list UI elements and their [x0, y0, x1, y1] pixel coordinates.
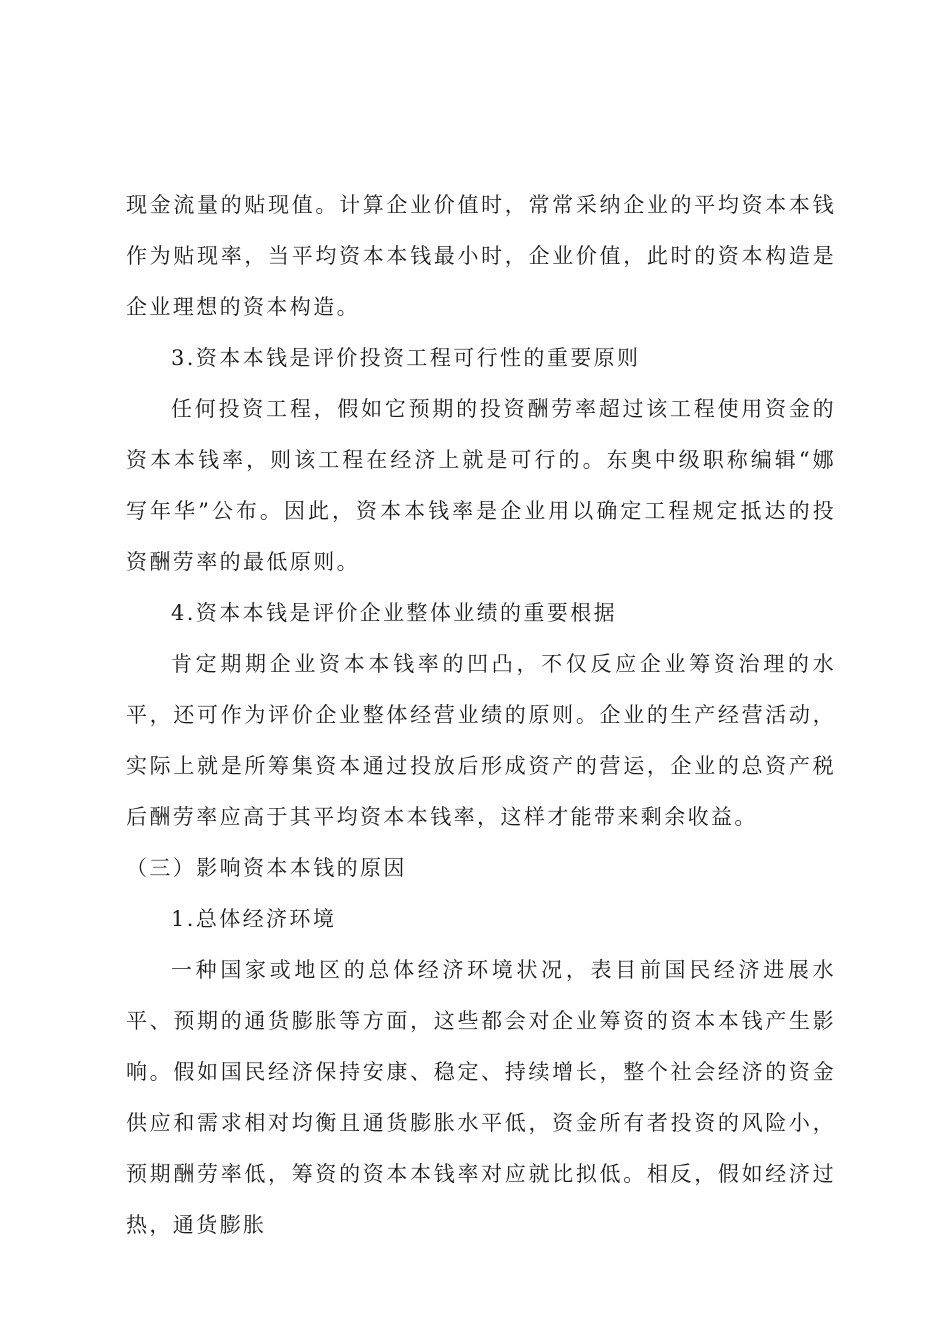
section-heading-4: 4.资本本钱是评价企业整体业绩的重要根据 — [171, 601, 618, 625]
document-body — [126, 180, 836, 1251]
paragraph: 肯定期期企业资本本钱率的凹凸，不仅反应企业筹资治理的水平，还可作为评价企业整体经营业绩的原则。企业的生产经营活动，实际上就是所筹集资本通过投放后形成资产的营运，企业的总资产税后酬劳率应高于其平均资本本钱率，这样才能带来剩余收益。 — [126, 652, 836, 829]
paragraph: 一种国家或地区的总体经济环境状况，表目前国民经济进展水平、预期的通货膨胀等方面，这些都会对企业筹资的资本本钱产生影响。假如国民经济保持安康、稳定、持续增长，整个社会经济的资金供应和需求相对均衡且通货膨胀水平低，资金所有者投资的风险小，预期酬劳率低，筹资的资本本钱率对应就比拟低。相反，假如经济过热，通货膨胀 — [126, 958, 836, 1237]
paragraph: 任何投资工程，假如它预期的投资酬劳率超过该工程使用资金的资本本钱率，则该工程在经济上就是可行的。东奥中级职称编辑“娜写年华”公布。因此，资本本钱率是企业用以确定工程规定抵达的投资酬劳率的最低原则。 — [126, 397, 836, 574]
section-heading-1: 1.总体经济环境 — [171, 907, 337, 931]
section-heading-3: 3.资本本钱是评价投资工程可行性的重要原则 — [171, 346, 641, 370]
section-heading-factors: （三）影响资本本钱的原因 — [126, 856, 407, 880]
paragraph-continuation: 现金流量的贴现值。计算企业价值时，常常采纳企业的平均资本本钱作为贴现率，当平均资本本钱最小时，企业价值，此时的资本构造是企业理想的资本构造。 — [126, 193, 836, 319]
